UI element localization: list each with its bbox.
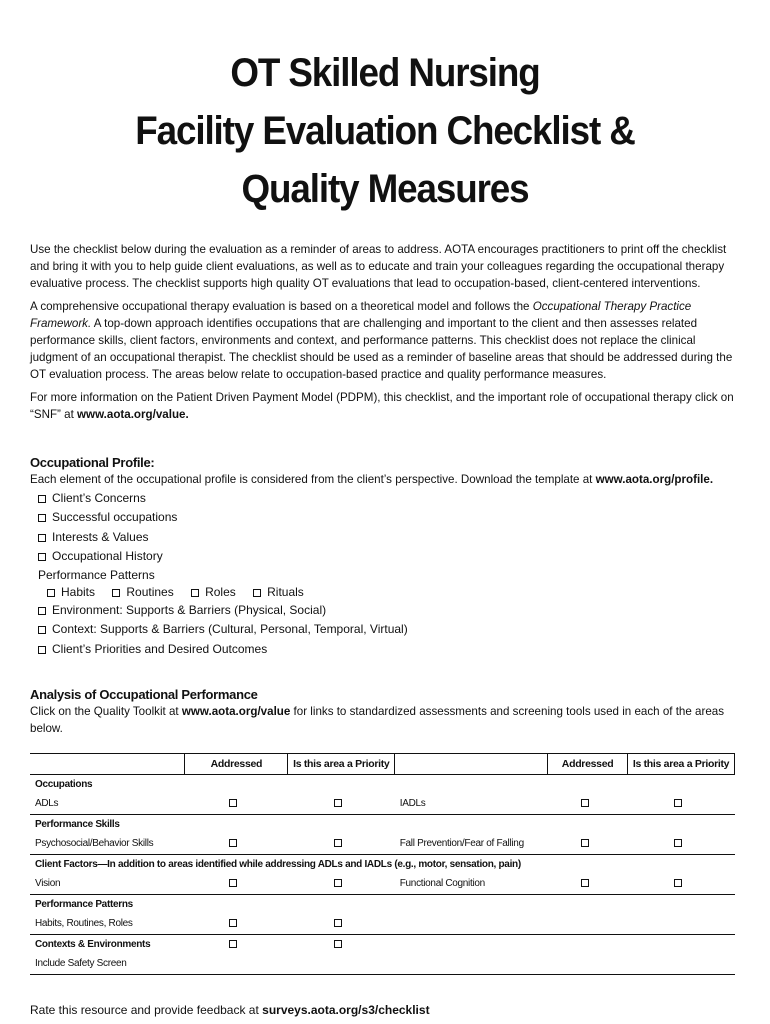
checklist-item-label: Occupational History bbox=[52, 549, 163, 564]
pattern-routines[interactable] bbox=[112, 585, 173, 599]
title-line-3: Quality Measures bbox=[241, 167, 529, 211]
feedback-survey-link[interactable]: surveys.aota.org/s3/checklist bbox=[262, 1003, 430, 1017]
intro-paragraph-1: Use the checklist below during the evaluation as a reminder of areas to address. AOTA encourages practitioners to print off the checklist and bring it with you to help guide client evaluations, as well as to educate and train your colleagues regarding the occupational therapy evaluative process. The checklist supports high quality OT evaluations that lead to occupation-based, client-centered interventions. bbox=[30, 243, 727, 290]
occupational-profile-section bbox=[30, 455, 740, 659]
checkbox[interactable] bbox=[38, 534, 46, 542]
row-label-habits-routines: Habits, Routines, Roles bbox=[30, 914, 185, 934]
table-category-row bbox=[30, 854, 735, 874]
checklist-item[interactable] bbox=[30, 489, 740, 509]
category-occupations: Occupations bbox=[35, 778, 93, 790]
occupational-profile-desc bbox=[30, 472, 740, 489]
title-line-1: OT Skilled Nursing bbox=[230, 51, 540, 95]
performance-patterns-label: Performance Patterns bbox=[38, 567, 155, 582]
table-header-row bbox=[30, 754, 735, 775]
checklist-item[interactable] bbox=[30, 601, 740, 621]
checkbox[interactable] bbox=[334, 879, 342, 887]
aota-value-link[interactable]: www.aota.org/value. bbox=[77, 408, 189, 422]
footer-text: Rate this resource and provide feedback at bbox=[30, 1003, 263, 1017]
profile-template-link[interactable]: www.aota.org/profile. bbox=[595, 472, 714, 486]
intro-section bbox=[30, 242, 740, 431]
checklist-item[interactable] bbox=[30, 528, 740, 548]
checkbox[interactable] bbox=[38, 626, 46, 634]
header-addressed: Addressed bbox=[185, 754, 288, 775]
header-empty bbox=[30, 754, 185, 775]
checkbox[interactable] bbox=[253, 589, 261, 597]
row-label-iadls: IADLs bbox=[395, 794, 548, 814]
category-performance-patterns: Performance Patterns bbox=[35, 898, 133, 910]
header-addressed: Addressed bbox=[548, 754, 628, 775]
pattern-habits[interactable] bbox=[47, 585, 95, 599]
checkbox[interactable] bbox=[38, 495, 46, 503]
checklist-item-label: Successful occupations bbox=[52, 510, 178, 525]
checklist-item-label: Environment: Supports & Barriers (Physical, Social) bbox=[52, 602, 327, 617]
checkbox[interactable] bbox=[334, 919, 342, 927]
checklist-item-label: Interests & Values bbox=[52, 529, 149, 544]
header-priority: Is this area a Priority bbox=[628, 754, 735, 775]
checkbox[interactable] bbox=[229, 919, 237, 927]
checkbox[interactable] bbox=[38, 646, 46, 654]
checklist-item-label: Client’s Concerns bbox=[52, 490, 146, 505]
analysis-desc bbox=[30, 704, 740, 738]
row-label-fall-prevention: Fall Prevention/Fear of Falling bbox=[395, 834, 548, 854]
analysis-heading: Analysis of Occupational Performance bbox=[30, 687, 258, 702]
profile-checklist bbox=[30, 489, 740, 567]
checkbox[interactable] bbox=[581, 799, 589, 807]
checkbox[interactable] bbox=[229, 940, 237, 948]
checkbox[interactable] bbox=[674, 839, 682, 847]
checkbox[interactable] bbox=[581, 879, 589, 887]
checkbox[interactable] bbox=[229, 839, 237, 847]
checkbox[interactable] bbox=[674, 879, 682, 887]
row-label-safety: Include Safety Screen bbox=[30, 954, 735, 974]
table-category-row bbox=[30, 894, 735, 914]
intro-paragraph-2 bbox=[30, 299, 740, 383]
table-category-row bbox=[30, 814, 735, 834]
pattern-label: Rituals bbox=[267, 584, 304, 599]
checkbox[interactable] bbox=[38, 607, 46, 615]
footer bbox=[30, 1003, 430, 1017]
checkbox[interactable] bbox=[334, 940, 342, 948]
pattern-roles[interactable] bbox=[191, 585, 236, 599]
title-line-2: Facility Evaluation Checklist & bbox=[135, 109, 635, 153]
profile-checklist-2 bbox=[30, 601, 740, 660]
checkbox[interactable] bbox=[47, 589, 55, 597]
checklist-item-label: Client’s Priorities and Desired Outcomes bbox=[52, 641, 268, 656]
analysis-desc-a: Click on the Quality Toolkit at bbox=[30, 704, 182, 718]
analysis-table bbox=[30, 753, 735, 975]
checkbox[interactable] bbox=[112, 589, 120, 597]
checkbox[interactable] bbox=[191, 589, 199, 597]
row-label-adls: ADLs bbox=[30, 794, 185, 814]
row-label-functional-cognition: Functional Cognition bbox=[395, 874, 548, 894]
checklist-item[interactable] bbox=[30, 620, 740, 640]
checkbox[interactable] bbox=[334, 839, 342, 847]
pattern-label: Roles bbox=[205, 584, 236, 599]
header-priority: Is this area a Priority bbox=[288, 754, 395, 775]
table-row bbox=[30, 794, 735, 814]
checklist-item[interactable] bbox=[30, 640, 740, 660]
checkbox[interactable] bbox=[38, 514, 46, 522]
checklist-item-label: Context: Supports & Barriers (Cultural, Personal, Temporal, Virtual) bbox=[52, 622, 408, 637]
header-empty bbox=[395, 754, 548, 775]
pattern-rituals[interactable] bbox=[253, 585, 304, 599]
pattern-label: Habits bbox=[61, 584, 96, 599]
checkbox[interactable] bbox=[229, 799, 237, 807]
table-category-row bbox=[30, 774, 735, 794]
occupational-profile-heading: Occupational Profile: bbox=[30, 455, 155, 470]
intro-p3-text: For more information on the Patient Driven Payment Model (PDPM), this checklist, and the important role of occupational therapy click on “SNF” at bbox=[30, 391, 734, 422]
checkbox[interactable] bbox=[334, 799, 342, 807]
table-row bbox=[30, 834, 735, 854]
table-row bbox=[30, 914, 735, 934]
checklist-item[interactable] bbox=[30, 547, 740, 567]
row-label-psychosocial: Psychosocial/Behavior Skills bbox=[30, 834, 185, 854]
page-title bbox=[31, 44, 739, 218]
checkbox[interactable] bbox=[229, 879, 237, 887]
checkbox[interactable] bbox=[38, 553, 46, 561]
table-row bbox=[30, 874, 735, 894]
intro-p2-text-b: A top-down approach identifies occupations that are challenging and important to the client and then assesses related performance skills, client factors, environments and context, and performance patterns. This checklist does not replace the clinical judgment of an occupational therapist. The checklist should be used as a reminder of baseline areas that should be addressed during the OT evaluation process. The areas below relate to occupation-based practice and quality performance measures. bbox=[30, 317, 733, 381]
performance-patterns-row bbox=[30, 584, 740, 601]
analysis-section bbox=[30, 687, 740, 744]
framework-title: Occupational Therapy Practice Framework. bbox=[30, 300, 692, 331]
category-performance-skills: Performance Skills bbox=[35, 818, 120, 830]
category-client-factors: Client Factors—In addition to areas identified while addressing ADLs and IADLs (e.g., motor, sensation, pain) bbox=[35, 858, 521, 870]
table-row bbox=[30, 954, 735, 974]
analysis-desc-b: for links to standardized assessments and screening tools used in each of the areas below. bbox=[30, 704, 725, 735]
intro-paragraph-3 bbox=[30, 390, 740, 424]
checkbox[interactable] bbox=[581, 839, 589, 847]
checklist-item[interactable] bbox=[30, 508, 740, 528]
row-label-vision: Vision bbox=[30, 874, 185, 894]
profile-desc-text: Each element of the occupational profile is considered from the client’s perspective. Download the template at bbox=[30, 472, 596, 486]
table-row bbox=[30, 934, 735, 954]
intro-p2-text-a: A comprehensive occupational therapy evaluation is based on a theoretical model and follows the bbox=[30, 300, 533, 314]
quality-toolkit-link[interactable]: www.aota.org/value bbox=[181, 704, 291, 718]
pattern-label: Routines bbox=[126, 584, 174, 599]
checkbox[interactable] bbox=[674, 799, 682, 807]
row-label-contexts: Contexts & Environments bbox=[35, 938, 151, 950]
